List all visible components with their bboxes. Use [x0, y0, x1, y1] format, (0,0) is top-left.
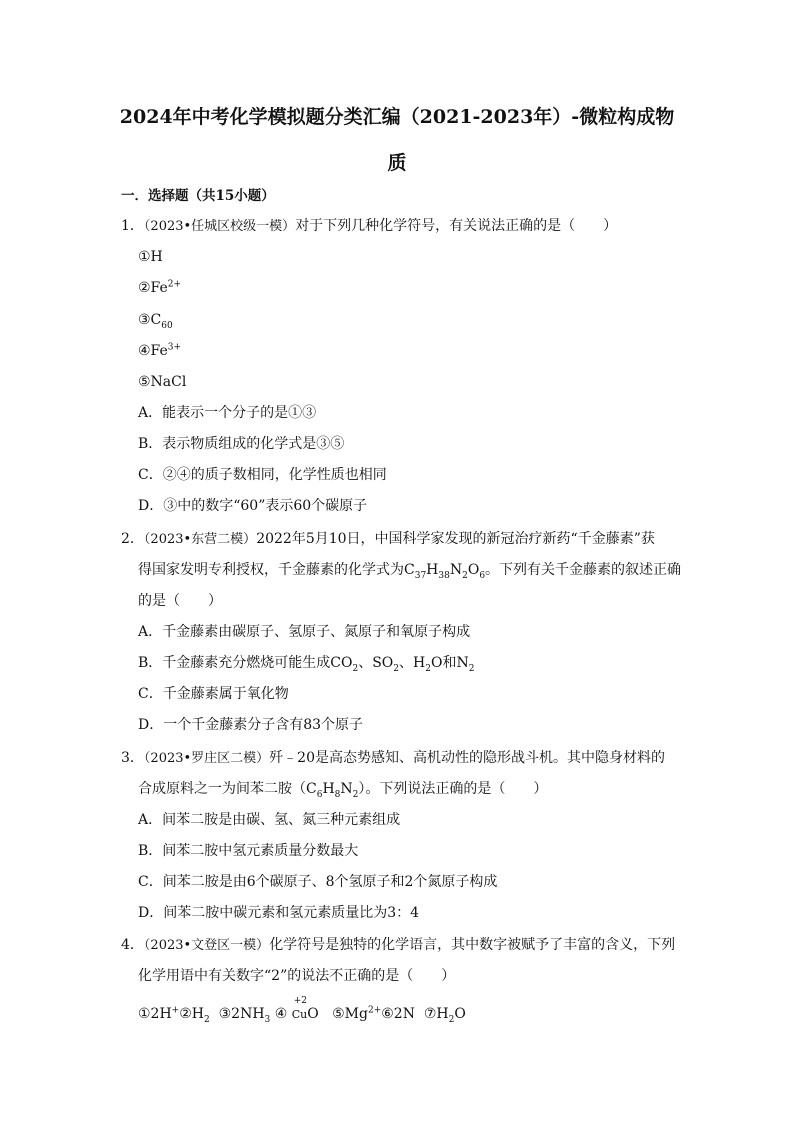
q1-symbol-5: ⑤NaCl — [138, 374, 187, 390]
question-text: 化学符号是独特的化学语言，其中数字被赋予了丰富的含义，下列 — [269, 937, 676, 953]
q2-option-b: B．千金藤素充分燃烧可能生成$CO_2$、$SO_2$、$H_2O$和$N_2$ — [138, 655, 475, 674]
question-text: 歼﹣20是高态势感知、高机动性的隐形战斗机。其中隐身材料的 — [269, 750, 666, 766]
q1-symbol-2: $②Fe^{2+}$ — [138, 279, 182, 296]
q1-option-b: B．表示物质组成的化学式是③⑤ — [138, 436, 345, 452]
question-source: （2023•任城区校级一模） — [143, 219, 296, 234]
q3-option-c: C．间苯二胺是由6个碳原子、8个氢原子和2个氮原子构成 — [138, 874, 498, 890]
q4-formula-7: $⑦H_2O$ — [423, 1006, 466, 1025]
question-2-stem — [121, 529, 655, 550]
q4-formula-4: ④ +2 CuO — [275, 1006, 319, 1022]
question-number: 3． — [121, 750, 144, 766]
q4-formula-2: $②H_2$ — [179, 1006, 210, 1025]
q3-option-a: A．间苯二胺是由碳、氢、氮三种元素组成 — [138, 812, 401, 828]
doc-title-line1: 2024年中考化学模拟题分类汇编（2021-2023年）-微粒构成物 — [119, 106, 675, 128]
question-text: 对于下列几种化学符号，有关说法正确的是（ ） — [295, 218, 618, 234]
q1-symbol-4: $④Fe^{3+}$ — [138, 342, 182, 359]
valence-element: +2 Cu — [292, 1004, 308, 1025]
question-2-line-2: 得国家发明专利授权，千金藤素的化学式为$C_{37}H_{38}N_2O_6$。下列有关千金藤素的叙述正确 — [138, 562, 682, 581]
question-number: 4． — [121, 937, 144, 953]
q1-option-c: C．②④的质子数相同，化学性质也相同 — [138, 467, 387, 483]
q4-formula-list — [138, 996, 466, 1025]
doc-title — [100, 94, 694, 186]
q1-option-d: D．③中的数字“60”表示60个碳原子 — [138, 498, 368, 514]
q1-symbol-3: $③C_{60}$ — [138, 312, 173, 331]
question-2-line-3: 的是（ ） — [138, 593, 222, 609]
q4-formula-5: $⑤Mg^{2+}$ — [332, 1005, 382, 1022]
q2-option-c: C．千金藤素属于氧化物 — [138, 686, 289, 702]
valence-mark: +2 — [293, 996, 308, 1006]
q2-option-a: A．千金藤素由碳原子、氢原子、氮原子和氧原子构成 — [138, 624, 471, 640]
question-1-stem — [121, 216, 617, 237]
question-source: （2023•东营二模） — [143, 532, 257, 547]
q1-option-a: A．能表示一个分子的是①③ — [138, 405, 317, 421]
q4-formula-1: ①2H+ — [138, 1005, 180, 1022]
question-text: 2022年5月10日，中国科学家发现的新冠治疗新药“千金藤素”获 — [256, 531, 655, 547]
q2-option-d: D．一个千金藤素分子含有83个原子 — [138, 717, 364, 733]
doc-title-line2: 质 — [387, 152, 407, 174]
q1-symbol-1: ①H — [138, 249, 163, 265]
q4-formula-6: ⑥2N — [381, 1006, 415, 1022]
q3-option-d: D．间苯二胺中碳元素和氢元素质量比为3：4 — [138, 905, 420, 921]
question-3-stem — [121, 748, 665, 769]
question-source: （2023•罗庄区二模） — [143, 751, 270, 766]
question-number: 1． — [121, 218, 144, 234]
question-4-stem — [121, 935, 675, 956]
q4-formula-3: $③2NH_3$ — [218, 1006, 271, 1025]
question-4-line-2: 化学用语中有关数字“2”的说法不正确的是（ ） — [138, 968, 456, 984]
section-heading: 一．选择题（共15小题） — [121, 188, 275, 204]
q3-option-b: B．间苯二胺中氢元素质量分数最大 — [138, 843, 359, 859]
question-number: 2． — [121, 531, 144, 547]
question-source: （2023•文登区一模） — [143, 938, 270, 953]
question-3-line-2: 合成原料之一为间苯二胺$(C_6H_8N_2)$。下列说法正确的是（ ） — [138, 781, 548, 800]
